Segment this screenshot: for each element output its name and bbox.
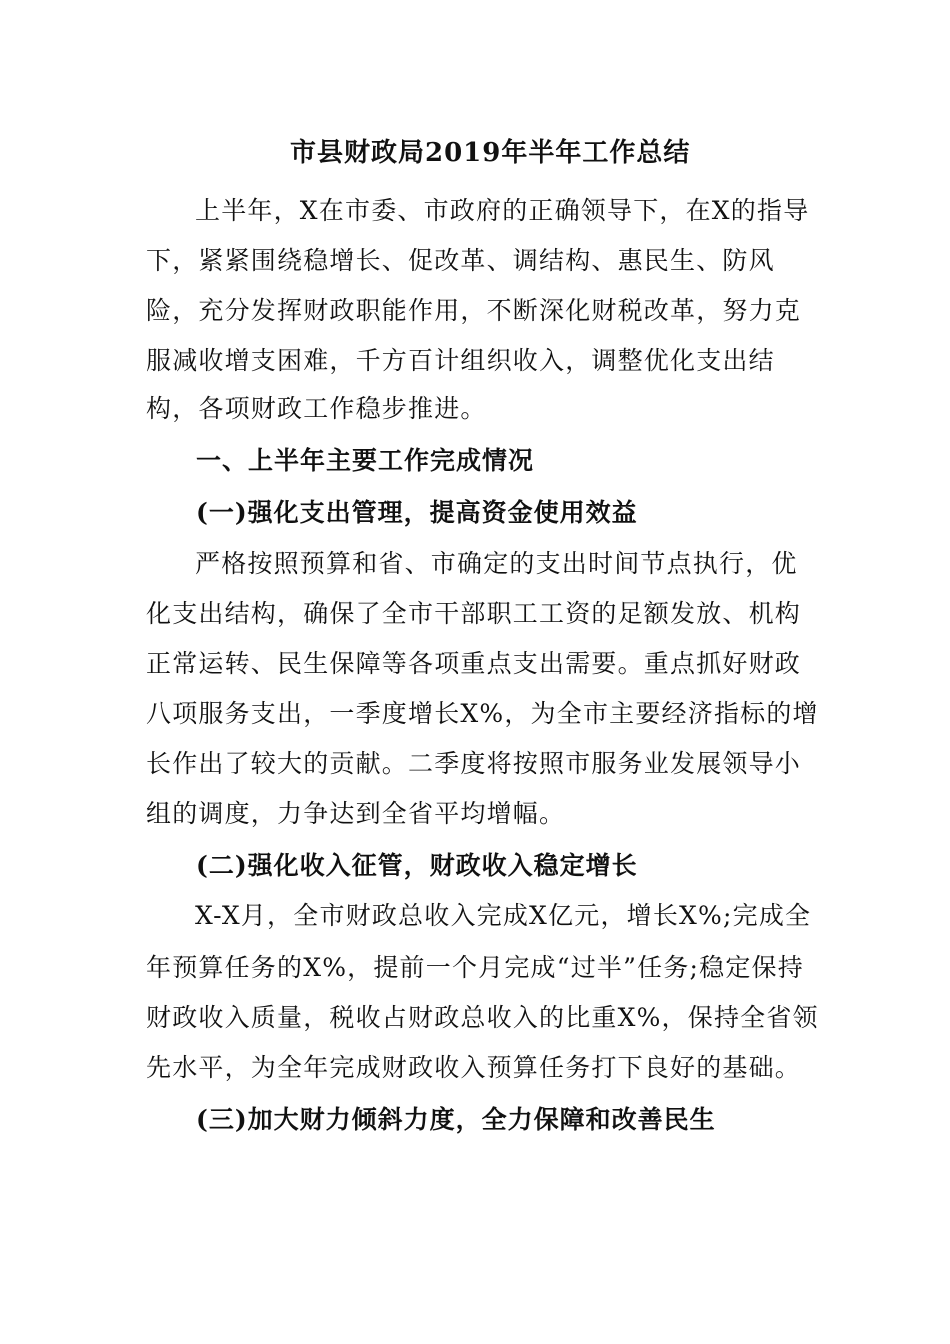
- body-line: 长作出了较大的贡献。二季度将按照市服务业发展领导小: [146, 749, 802, 778]
- subsection-heading: (三)加大财力倾斜力度，全力保障和改善民生: [196, 1105, 716, 1134]
- body-line: 先水平，为全年完成财政收入预算任务打下良好的基础。: [146, 1053, 802, 1082]
- body-line: 财政收入质量，税收占财政总收入的比重X%，保持全省领: [146, 1003, 819, 1032]
- intro-line: 险，充分发挥财政职能作用，不断深化财税改革，努力克: [146, 296, 802, 325]
- section-heading: 一、上半年主要工作完成情况: [196, 446, 535, 475]
- body-line: 化支出结构，确保了全市干部职工工资的足额发放、机构: [146, 599, 802, 628]
- intro-line: 上半年，X在市委、市政府的正确领导下，在X的指导: [195, 196, 810, 225]
- body-line: 严格按照预算和省、市确定的支出时间节点执行，优: [195, 549, 798, 578]
- intro-line: 下，紧紧围绕稳增长、促改革、调结构、惠民生、防风: [146, 246, 775, 275]
- intro-line: 服减收增支困难，千方百计组织收入，调整优化支出结: [146, 346, 775, 375]
- body-line: 年预算任务的X%，提前一个月完成“过半”任务;稳定保持: [146, 953, 804, 982]
- intro-line: 构，各项财政工作稳步推进。: [146, 394, 487, 423]
- subsection-heading: (一)强化支出管理，提高资金使用效益: [196, 498, 638, 527]
- document-title: 市县财政局2019年半年工作总结: [290, 138, 691, 168]
- body-line: 正常运转、民生保障等各项重点支出需要。重点抓好财政: [146, 649, 802, 678]
- body-line: 八项服务支出，一季度增长X%，为全市主要经济指标的增: [146, 699, 819, 728]
- subsection-heading: (二)强化收入征管，财政收入稳定增长: [196, 851, 638, 880]
- body-line: X-X月，全市财政总收入完成X亿元，增长X%;完成全: [195, 901, 812, 930]
- body-line: 组的调度，力争达到全省平均增幅。: [146, 799, 566, 828]
